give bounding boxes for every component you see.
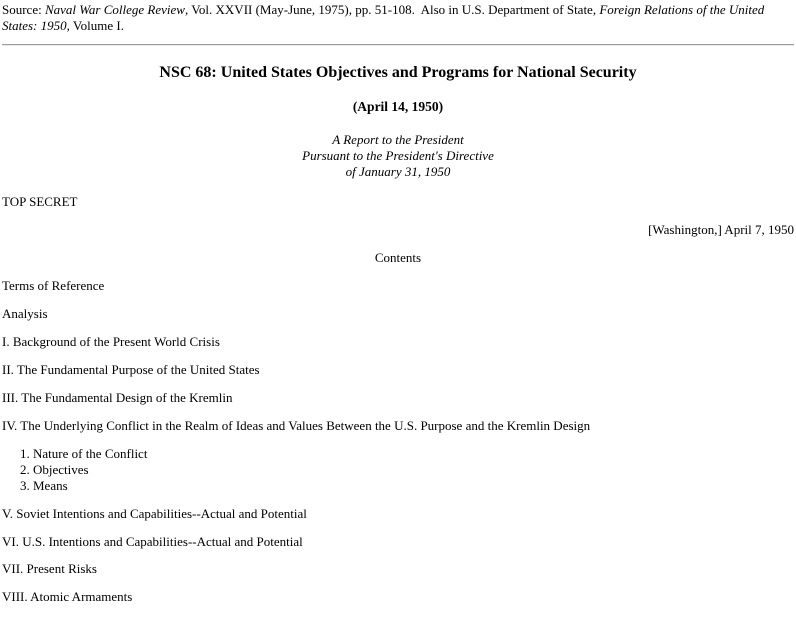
toc-entry-section-5: V. Soviet Intentions and Capabilities--Actual and Potential	[2, 505, 307, 521]
toc-entry-terms-of-reference: Terms of Reference	[2, 277, 105, 293]
classification-label: TOP SECRET	[2, 193, 78, 209]
toc-entry-section-7: VII. Present Risks	[2, 561, 97, 577]
contents-heading: Contents	[374, 249, 422, 265]
toc-entry-section-3: III. The Fundamental Design of the Kremlin	[2, 389, 233, 405]
toc-sub-entry-3: 3. Means	[33, 478, 794, 494]
source-work-title-1: Naval War College Review	[44, 2, 185, 17]
toc-entry-section-1: I. Background of the Present World Crisis	[2, 333, 220, 349]
source-prefix: Source:	[2, 2, 45, 17]
source-suffix: , Volume I.	[66, 17, 124, 33]
subtitle-line-2: Pursuant to the President's Directive	[302, 147, 494, 163]
report-subtitle	[2, 132, 794, 180]
subtitle-line-3: of January 31, 1950	[345, 163, 451, 179]
document-page	[2, 2, 794, 605]
toc-sub-entry-2: 2. Objectives	[33, 462, 794, 478]
horizontal-divider	[2, 44, 794, 46]
toc-sub-entry-1: 1. Nature of the Conflict	[33, 446, 794, 462]
toc-entry-section-6: VI. U.S. Intentions and Capabilities--Actual and Potential	[2, 533, 303, 549]
source-middle: , Vol. XXVII (May-June, 1975), pp. 51-108. Also in U.S. Department of State,	[184, 2, 600, 17]
subtitle-line-1: A Report to the President	[332, 131, 464, 147]
dateline: [Washington,] April 7, 1950	[648, 221, 794, 237]
toc-entry-section-4: IV. The Underlying Conflict in the Realm of Ideas and Values Between the U.S. Purpose and the Kremlin Design	[2, 417, 591, 433]
document-date: (April 14, 1950)	[352, 99, 444, 115]
toc-sublist	[2, 446, 794, 494]
toc-entry-section-8: VIII. Atomic Armaments	[2, 589, 133, 605]
toc-entry-analysis: Analysis	[2, 305, 48, 321]
document-title: NSC 68: United States Objectives and Programs for National Security	[159, 63, 637, 81]
source-work-title-2: Foreign Relations of the United States: 1950	[2, 2, 765, 33]
toc-entry-section-2: II. The Fundamental Purpose of the United States	[2, 361, 260, 377]
source-citation	[2, 2, 794, 34]
